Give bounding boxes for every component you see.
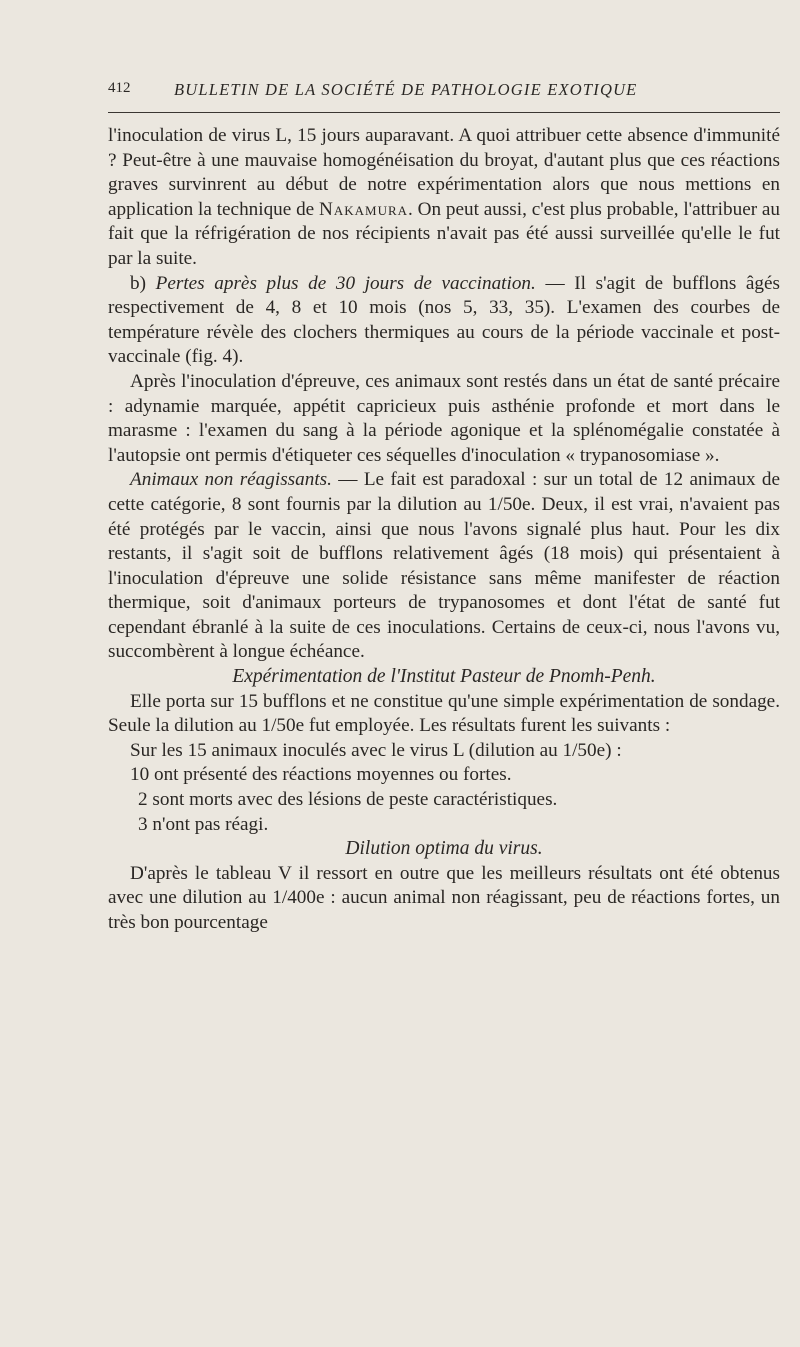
running-title: BULLETIN DE LA SOCIÉTÉ DE PATHOLOGIE EXOTIQUE <box>174 80 638 99</box>
paragraph-1 <box>108 124 780 272</box>
header-rule <box>108 112 780 113</box>
result-item: 3 n'ont pas réagi. <box>138 813 269 835</box>
result-item: 2 sont morts avec des lésions de peste caractéristiques. <box>138 789 558 811</box>
section1-paragraph: Elle porta sur 15 bufflons et ne constitue qu'une simple expérimentation de sondage. Seule la dilution au 1/50e fut employée. Les résultats furent les suivants : <box>108 690 780 737</box>
page-number: 412 <box>108 80 131 96</box>
paragraph-4-title: Animaux non réagissants. <box>130 469 332 491</box>
body-text <box>108 124 780 936</box>
paragraph-4-text: — Le fait est paradoxal : sur un total de 12 animaux de cette catégorie, 8 sont fournis par la dilution au 1/50e. Deux, il est vrai, n'avaient pas été protégés par le vaccin, ainsi que nous l'avons signalé plus haut. Pour les dix restants, il s'agit soit de bufflons relativement âgés (18 mois) qui présentaient à l'inoculation d'épreuve une solide résistance sans même manifester de réaction thermique, soit d'animaux porteurs de trypanosomes et dont l'état de santé fut cependant ébranlé à la suite de ces inoculations. Certains de ceux-ci, nous l'avons vu, succombèrent à longue échéance. <box>108 469 780 663</box>
paragraph-2-lead: b) <box>130 272 156 294</box>
results-intro: Sur les 15 animaux inoculés avec le virus L (dilution au 1/50e) : <box>130 739 622 761</box>
paragraph-3: Après l'inoculation d'épreuve, ces animaux sont restés dans un état de santé précaire : adynamie marquée, appétit capricieux puis asthénie profonde et mort dans le marasme : l'examen du sang à la période agonique et la splénomégalie constatée à l'autopsie ont permis d'étiqueter ces séquelles d'inoculation « trypanosomiase ». <box>108 370 780 466</box>
results-list <box>108 739 780 837</box>
paragraph-2-text: — Il s'agit de bufflons âgés respectivement de 4, 8 et 10 mois (nos 5, 33, 35). L'examen des courbes de température révèle des clochers thermiques au cours de la période vaccinale et post-vaccinale (fig. 4). <box>108 272 781 368</box>
paragraph-1-end: . On peut aussi, c'est plus probable, l'attribuer au fait que la réfrigération de nos récipients n'avait pas été aussi surveillée qu'elle le fut par la suite. <box>108 198 781 269</box>
author-name: Nakamura <box>319 198 409 220</box>
paragraph-2-title: Pertes après plus de 30 jours de vaccination. <box>155 272 536 294</box>
running-header <box>108 80 780 102</box>
result-item: 10 ont présenté des réactions moyennes ou fortes. <box>130 764 512 786</box>
section-heading-dilution: Dilution optima du virus. <box>345 838 543 860</box>
section-heading-institut: Expérimentation de l'Institut Pasteur de Pnomh-Penh. <box>232 666 656 688</box>
paragraph-4 <box>108 468 780 665</box>
section2-paragraph: D'après le tableau V il ressort en outre que les meilleurs résultats ont été obtenus avec une dilution au 1/400e : aucun animal non réagissant, peu de réactions fortes, un très bon pourcentage <box>108 862 780 933</box>
paragraph-2 <box>108 272 780 370</box>
paragraph-1-text: l'inoculation de virus L, 15 jours auparavant. A quoi attribuer cette absence d'immunité ? Peut-être à une mauvaise homogénéisation du broyat, d'autant plus que ces réactions graves survinrent au début de notre expérimentation alors que nous mettions en application la technique de <box>108 125 780 220</box>
